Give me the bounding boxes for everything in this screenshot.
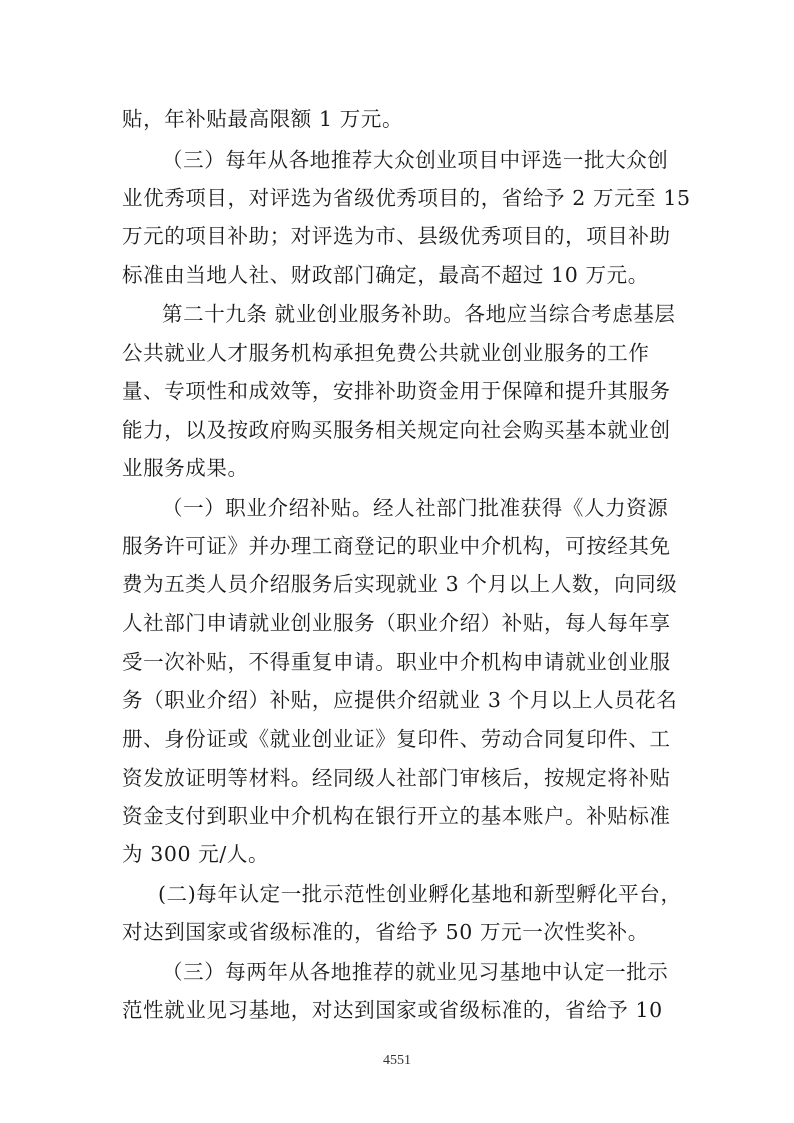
text-line: 业服务成果。 xyxy=(122,456,249,480)
text-line: 资发放证明等材料。经同级人社部门审核后，按规定将补贴 xyxy=(122,766,671,790)
text-line: 费为五类人员介绍服务后实现就业 3 个月以上人数，向同级 xyxy=(122,572,678,596)
text-line: (二)每年认定一批示范性创业孵化基地和新型孵化平台， xyxy=(158,882,682,906)
text-line: 为 300 元/人。 xyxy=(122,842,270,866)
text-line: （三）每两年从各地推荐的就业见习基地中认定一批示 xyxy=(162,960,669,984)
text-line: 册、身份证或《就业创业证》复印件、劳动合同复印件、工 xyxy=(122,727,671,751)
text-line: 公共就业人才服务机构承担免费公共就业创业服务的工作 xyxy=(122,341,650,365)
text-line: （一）职业介绍补贴。经人社部门批准获得《人力资源 xyxy=(162,496,669,520)
text-line: 贴，年补贴最高限额 1 万元。 xyxy=(122,107,404,131)
text-line: 标准由当地人社、财政部门确定，最高不超过 10 万元。 xyxy=(122,263,649,287)
text-line: 万元的项目补助；对评选为市、县级优秀项目的，项目补助 xyxy=(122,224,671,248)
text-line: 范性就业见习基地，对达到国家或省级标准的，省给予 10 xyxy=(122,998,663,1022)
text-line: 对达到国家或省级标准的，省给予 50 万元一次性奖补。 xyxy=(122,920,649,944)
text-line: 务（职业介绍）补贴，应提供介绍就业 3 个月以上人员花名 xyxy=(122,688,678,712)
text-line: 业优秀项目，对评选为省级优秀项目的，省给予 2 万元至 15 xyxy=(122,186,691,210)
text-line: 量、专项性和成效等，安排补助资金用于保障和提升其服务 xyxy=(122,379,671,403)
text-line: 资金支付到职业中介机构在银行开立的基本账户。补贴标准 xyxy=(122,804,671,828)
text-line: 受一次补贴，不得重复申请。职业中介机构申请就业创业服 xyxy=(122,650,671,674)
article-heading-line: 第二十九条 就业创业服务补助。各地应当综合考虑基层 xyxy=(162,302,676,326)
page-number: 4551 xyxy=(383,1053,411,1068)
text-line: （三）每年从各地推荐大众创业项目中评选一批大众创 xyxy=(162,148,669,172)
text-line: 能力，以及按政府购买服务相关规定向社会购买基本就业创 xyxy=(122,418,671,442)
text-line: 服务许可证》并办理工商登记的职业中介机构，可按经其免 xyxy=(122,534,671,558)
text-line: 人社部门申请就业创业服务（职业介绍）补贴，每人每年享 xyxy=(122,611,671,635)
